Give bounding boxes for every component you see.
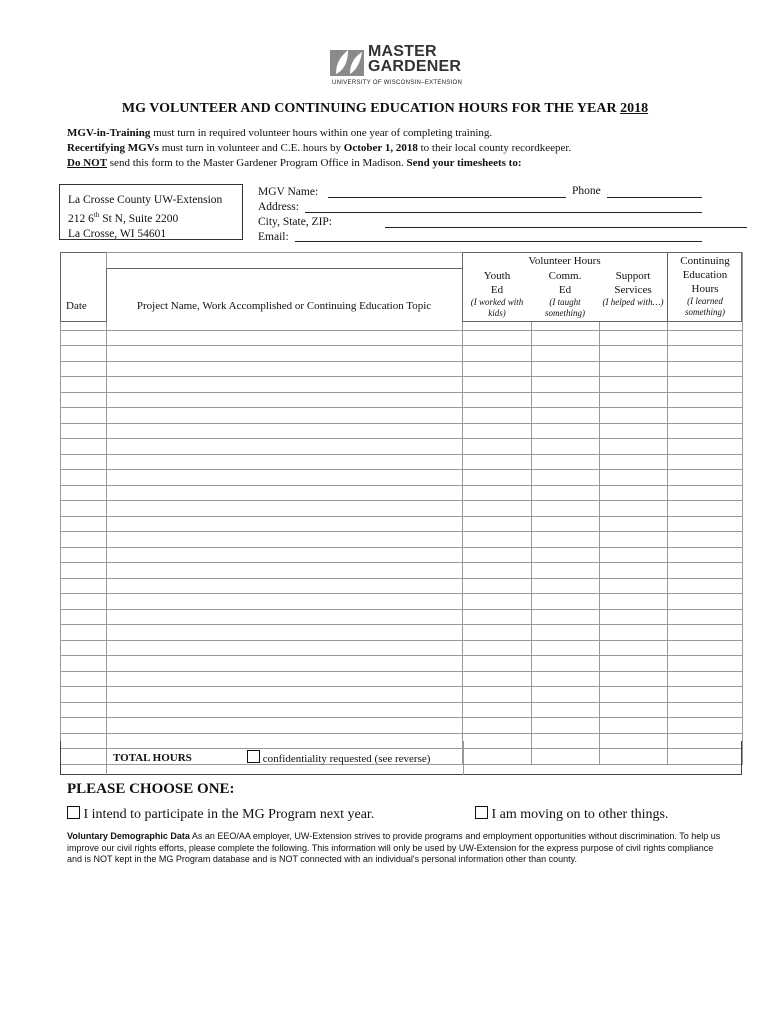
table-cell[interactable] (61, 594, 107, 610)
table-cell[interactable] (463, 470, 532, 486)
table-cell[interactable] (61, 330, 107, 346)
table-cell[interactable] (668, 330, 743, 346)
city-label: City, State, ZIP: (258, 216, 333, 228)
email-label: Email: (258, 231, 289, 243)
table-cell[interactable] (600, 656, 668, 672)
table-cell[interactable] (532, 377, 600, 393)
moving-on-label: I am moving on to other things. (491, 807, 669, 822)
table-cell[interactable] (600, 423, 668, 439)
table-cell[interactable] (668, 377, 743, 393)
table-cell[interactable] (668, 485, 743, 501)
title-text: MG VOLUNTEER AND CONTINUING EDUCATION HOURS FOR THE YEAR (121, 101, 621, 116)
table-cell[interactable] (463, 377, 532, 393)
table-cell[interactable] (463, 609, 532, 625)
table-cell[interactable] (107, 594, 463, 610)
table-row (61, 439, 743, 455)
table-cell[interactable] (463, 687, 532, 703)
table-cell[interactable] (668, 501, 743, 517)
table-cell[interactable] (532, 392, 600, 408)
table-cell[interactable] (532, 702, 600, 718)
table-cell[interactable] (532, 625, 600, 641)
table-cell[interactable] (61, 392, 107, 408)
youth-label: Youth (483, 270, 511, 282)
leaf-icon (330, 44, 366, 80)
total-hours-label: TOTAL HOURS (113, 752, 192, 764)
table-row (61, 392, 743, 408)
table-cell[interactable] (107, 625, 463, 641)
table-cell[interactable] (463, 454, 532, 470)
table-cell[interactable] (668, 361, 743, 377)
ce-label2: Education (682, 269, 728, 281)
youth-note: (I worked with kids) (470, 297, 524, 318)
table-cell[interactable] (600, 718, 668, 734)
intro-l2-rest: to their local county recordkeeper. (417, 142, 572, 154)
table-cell[interactable] (532, 501, 600, 517)
logo-line1: MASTER (368, 43, 437, 60)
table-cell[interactable] (668, 687, 743, 703)
table-row (61, 423, 743, 439)
table-cell[interactable] (668, 578, 743, 594)
table-cell[interactable] (107, 563, 463, 579)
table-cell[interactable] (463, 578, 532, 594)
header-ce (668, 254, 742, 318)
ce-label3: Hours (691, 283, 719, 295)
table-cell[interactable] (107, 516, 463, 532)
intro-l3-bold2: Send your timesheets to: (406, 157, 522, 169)
table-cell[interactable] (668, 423, 743, 439)
table-cell[interactable] (61, 547, 107, 563)
comm-label: Comm. (548, 270, 582, 282)
table-cell[interactable] (463, 594, 532, 610)
name-field[interactable] (328, 197, 566, 198)
table-cell[interactable] (532, 718, 600, 734)
total-divider (463, 741, 464, 775)
table-cell[interactable] (668, 671, 743, 687)
table-cell[interactable] (532, 656, 600, 672)
table-cell[interactable] (532, 470, 600, 486)
table-row (61, 609, 743, 625)
table-cell[interactable] (463, 346, 532, 362)
table-row (61, 330, 743, 346)
table-cell[interactable] (61, 470, 107, 486)
confidential-option[interactable] (247, 750, 430, 765)
table-cell[interactable] (107, 361, 463, 377)
table-cell[interactable] (61, 516, 107, 532)
confidential-label: confidentiality requested (see reverse) (262, 753, 431, 765)
table-row (61, 640, 743, 656)
intro-l2-deadline: October 1, 2018 (343, 142, 418, 154)
table-cell[interactable] (107, 408, 463, 424)
table-cell[interactable] (107, 532, 463, 548)
address-field[interactable] (305, 212, 702, 213)
confidential-checkbox[interactable] (247, 750, 260, 763)
table-row (61, 346, 743, 362)
table-cell[interactable] (532, 532, 600, 548)
table-cell[interactable] (463, 408, 532, 424)
moving-on-checkbox[interactable] (475, 806, 488, 819)
table-cell[interactable] (600, 516, 668, 532)
table-cell[interactable] (600, 547, 668, 563)
intro-l1-bold: MGV-in-Training (67, 127, 151, 139)
table-cell[interactable] (463, 718, 532, 734)
header-comm (532, 269, 598, 319)
table-cell[interactable] (600, 377, 668, 393)
youth-label2: Ed (490, 284, 504, 296)
table-cell[interactable] (107, 439, 463, 455)
table-cell[interactable] (107, 578, 463, 594)
header-volunteer-hours: Volunteer Hours (528, 255, 601, 267)
table-row (61, 702, 743, 718)
table-cell[interactable] (532, 671, 600, 687)
table-cell[interactable] (600, 609, 668, 625)
table-row (61, 516, 743, 532)
table-cell[interactable] (107, 392, 463, 408)
table-cell[interactable] (463, 423, 532, 439)
table-cell[interactable] (668, 532, 743, 548)
table-cell[interactable] (463, 702, 532, 718)
table-cell[interactable] (600, 671, 668, 687)
total-row (60, 741, 742, 775)
table-cell[interactable] (668, 594, 743, 610)
table-cell[interactable] (600, 470, 668, 486)
table-cell[interactable] (61, 718, 107, 734)
ce-note: (I learned something) (685, 296, 725, 317)
table-row (61, 718, 743, 734)
table-cell[interactable] (668, 470, 743, 486)
table-cell[interactable] (463, 547, 532, 563)
table-row (61, 454, 743, 470)
table-row (61, 578, 743, 594)
table-cell[interactable] (61, 454, 107, 470)
table-cell[interactable] (600, 702, 668, 718)
table-cell[interactable] (532, 423, 600, 439)
table-row (61, 361, 743, 377)
table-cell[interactable] (107, 640, 463, 656)
comm-note: (I taught something) (545, 297, 585, 318)
table-cell[interactable] (532, 640, 600, 656)
table-cell[interactable] (61, 656, 107, 672)
table-cell[interactable] (668, 439, 743, 455)
table-row (61, 532, 743, 548)
table-cell[interactable] (61, 640, 107, 656)
table-cell[interactable] (107, 454, 463, 470)
address-line2-b: St N, Suite 2200 (99, 212, 179, 225)
table-row (61, 625, 743, 641)
table-cell[interactable] (600, 578, 668, 594)
table-cell[interactable] (107, 702, 463, 718)
address-line1: La Crosse County UW-Extension (68, 194, 223, 206)
table-cell[interactable] (668, 702, 743, 718)
table-cell[interactable] (600, 485, 668, 501)
intro-text (67, 126, 571, 171)
logo-line2: GARDENER (368, 58, 462, 75)
table-cell[interactable] (107, 377, 463, 393)
intro-l3-bold: Do NOT (67, 157, 108, 169)
table-cell[interactable] (463, 656, 532, 672)
table-cell[interactable] (61, 563, 107, 579)
table-cell[interactable] (463, 501, 532, 517)
participate-label: I intend to participate in the MG Program next year. (83, 807, 375, 822)
table-cell[interactable] (61, 578, 107, 594)
table-cell[interactable] (107, 470, 463, 486)
table-cell[interactable] (107, 671, 463, 687)
table-cell[interactable] (61, 532, 107, 548)
table-cell[interactable] (107, 346, 463, 362)
table-cell[interactable] (107, 330, 463, 346)
table-cell[interactable] (463, 671, 532, 687)
table-cell[interactable] (532, 563, 600, 579)
table-cell[interactable] (600, 594, 668, 610)
address-line3: La Crosse, WI 54601 (68, 227, 167, 240)
master-gardener-logo (330, 44, 465, 90)
table-cell[interactable] (532, 516, 600, 532)
table-cell[interactable] (668, 454, 743, 470)
header-support (600, 269, 666, 308)
table-cell[interactable] (600, 454, 668, 470)
demographic-heading: Voluntary Demographic Data (67, 831, 190, 841)
table-row (61, 656, 743, 672)
address-sup: th (93, 211, 100, 219)
option-participate[interactable] (67, 806, 374, 823)
table-cell[interactable] (61, 501, 107, 517)
intro-l2-mid: must turn in volunteer and C.E. hours by (158, 142, 344, 154)
table-cell[interactable] (600, 361, 668, 377)
table-cell[interactable] (668, 609, 743, 625)
table-cell[interactable] (668, 718, 743, 734)
table-cell[interactable] (668, 625, 743, 641)
table-row (61, 671, 743, 687)
table-cell[interactable] (600, 501, 668, 517)
table-cell[interactable] (532, 330, 600, 346)
table-cell[interactable] (61, 671, 107, 687)
table-cell[interactable] (532, 408, 600, 424)
name-label: MGV Name: (258, 186, 319, 198)
ce-label1: Continuing (680, 255, 730, 267)
participate-checkbox[interactable] (67, 806, 80, 819)
mgv-info-fields (258, 185, 332, 245)
title-year: 2018 (620, 101, 649, 116)
table-cell[interactable] (61, 439, 107, 455)
support-label: Support (615, 270, 651, 282)
table-cell[interactable] (61, 609, 107, 625)
table-cell (107, 253, 463, 269)
page-title (0, 101, 770, 117)
address-line2 (68, 208, 242, 227)
table-cell[interactable] (107, 485, 463, 501)
table-cell[interactable] (61, 361, 107, 377)
table-row (61, 377, 743, 393)
table-row (61, 408, 743, 424)
table-cell[interactable] (463, 485, 532, 501)
email-field[interactable] (295, 241, 702, 242)
table-cell[interactable] (600, 392, 668, 408)
comm-label2: Ed (558, 284, 572, 296)
table-cell[interactable] (61, 625, 107, 641)
table-cell[interactable] (61, 485, 107, 501)
table-cell[interactable] (532, 594, 600, 610)
table-cell[interactable] (532, 609, 600, 625)
table-cell[interactable] (668, 392, 743, 408)
header-project: Project Name, Work Accomplished or Continuing Education Topic (136, 300, 432, 312)
table-cell[interactable] (668, 516, 743, 532)
table-row (61, 563, 743, 579)
table-row (61, 547, 743, 563)
intro-l1: must turn in required volunteer hours within one year of completing training. (150, 127, 493, 139)
table-cell[interactable] (61, 702, 107, 718)
table-cell[interactable] (61, 423, 107, 439)
table-cell[interactable] (668, 563, 743, 579)
table-cell[interactable] (61, 687, 107, 703)
table-cell[interactable] (107, 423, 463, 439)
phone-field[interactable] (607, 197, 702, 198)
demographic-notice (67, 831, 727, 866)
table-cell[interactable] (600, 330, 668, 346)
table-cell[interactable] (532, 346, 600, 362)
table-cell[interactable] (107, 547, 463, 563)
table-cell[interactable] (532, 547, 600, 563)
address-line2-a: 212 6 (68, 212, 94, 225)
table-cell[interactable] (61, 346, 107, 362)
intro-l3-mid: send this form to the Master Gardener Program Office in Madison. (107, 157, 407, 169)
table-cell[interactable] (600, 640, 668, 656)
table-cell[interactable] (107, 687, 463, 703)
table-cell[interactable] (600, 439, 668, 455)
table-cell[interactable] (107, 501, 463, 517)
table-cell[interactable] (668, 547, 743, 563)
table-cell[interactable] (107, 718, 463, 734)
header-date: Date (66, 300, 87, 312)
table-cell[interactable] (668, 656, 743, 672)
table-cell[interactable] (463, 392, 532, 408)
table-cell[interactable] (61, 408, 107, 424)
table-cell[interactable] (600, 625, 668, 641)
logo-subtitle: UNIVERSITY OF WISCONSIN–EXTENSION (332, 80, 463, 86)
table-row (61, 687, 743, 703)
table-row (61, 470, 743, 486)
table-cell[interactable] (463, 439, 532, 455)
header-project-cell (106, 268, 462, 322)
table-cell[interactable] (532, 454, 600, 470)
table-cell[interactable] (463, 532, 532, 548)
table-cell[interactable] (107, 656, 463, 672)
table-cell[interactable] (463, 330, 532, 346)
table-cell[interactable] (600, 532, 668, 548)
table-cell[interactable] (61, 377, 107, 393)
support-note: (I helped with…) (602, 297, 664, 307)
table-cell[interactable] (668, 346, 743, 362)
table-cell[interactable] (668, 640, 743, 656)
table-cell[interactable] (668, 408, 743, 424)
intro-l2-bold: Recertifying MGVs (67, 142, 159, 154)
table-cell[interactable] (463, 640, 532, 656)
address-label: Address: (258, 201, 299, 213)
table-row (61, 485, 743, 501)
mailing-address-box (59, 184, 243, 240)
phone-label: Phone (572, 185, 601, 197)
table-cell[interactable] (532, 687, 600, 703)
table-cell[interactable] (463, 625, 532, 641)
support-label2: Services (614, 284, 652, 296)
table-cell[interactable] (532, 485, 600, 501)
table-row (61, 501, 743, 517)
option-moving-on[interactable] (475, 806, 668, 823)
demographic-text: As an EEO/AA employer, UW-Extension strives to provide programs and employment opportunities without discrimination. To help us improve our civil rights efforts, please complete the following. This information will only be used by UW-Extension for the express purpose of civil rights compliance and is NOT kept in the MG Program database and is NOT connected with an individual's personal information other than county. (67, 831, 721, 864)
table-cell[interactable] (600, 687, 668, 703)
table-cell[interactable] (600, 408, 668, 424)
city-field[interactable] (385, 227, 747, 228)
table-cell[interactable] (600, 563, 668, 579)
table-row (61, 594, 743, 610)
table-cell[interactable] (532, 439, 600, 455)
hours-log-table (60, 252, 743, 765)
total-blank-cell (61, 741, 107, 775)
table-cell[interactable] (463, 563, 532, 579)
table-cell[interactable] (532, 578, 600, 594)
table-cell[interactable] (463, 516, 532, 532)
table-cell[interactable] (532, 361, 600, 377)
choose-heading: PLEASE CHOOSE ONE: (67, 781, 235, 797)
header-youth (464, 269, 530, 319)
table-cell[interactable] (600, 346, 668, 362)
table-cell[interactable] (463, 361, 532, 377)
table-cell[interactable] (107, 609, 463, 625)
